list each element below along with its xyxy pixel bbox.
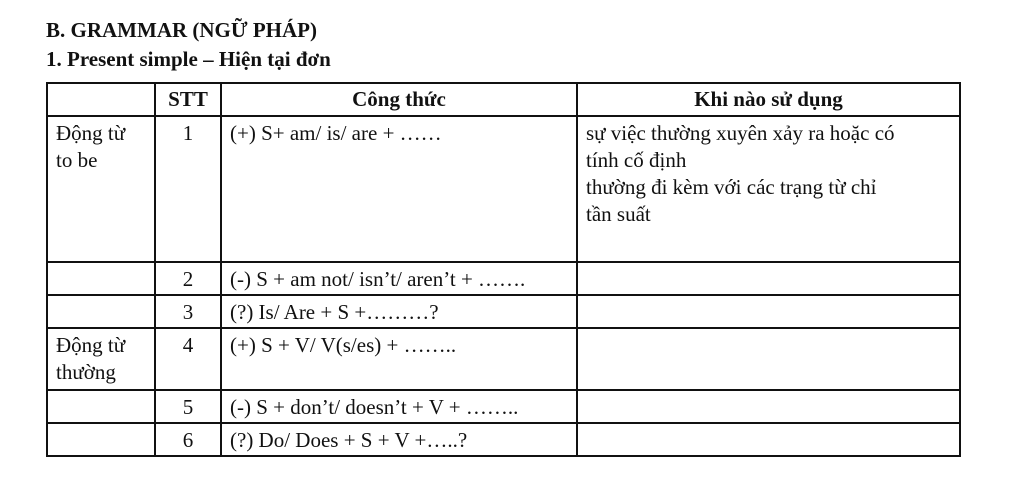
group-label: Động từ thường bbox=[56, 333, 126, 384]
table-row bbox=[47, 328, 960, 390]
usage-line: sự việc thường xuyên xảy ra hoặc có bbox=[586, 121, 895, 145]
formula-text: (+) S+ am/ is/ are + …… bbox=[230, 121, 442, 145]
stt-cell bbox=[155, 423, 221, 456]
group-cell bbox=[47, 423, 155, 456]
table-row bbox=[47, 390, 960, 423]
header-usage: Khi nào sử dụng bbox=[577, 83, 960, 116]
formula-cell bbox=[221, 390, 577, 423]
table-row bbox=[47, 423, 960, 456]
group-cell bbox=[47, 116, 155, 262]
table-row bbox=[47, 116, 960, 262]
usage-cell bbox=[577, 262, 960, 295]
usage-cell bbox=[577, 328, 960, 390]
formula-cell bbox=[221, 423, 577, 456]
formula-cell bbox=[221, 328, 577, 390]
formula-cell bbox=[221, 116, 577, 262]
stt-cell bbox=[155, 116, 221, 262]
table-row bbox=[47, 295, 960, 328]
formula-text: (?) Is/ Are + S +………? bbox=[230, 300, 439, 324]
group-label bbox=[56, 391, 146, 394]
group-label: Động từ to be bbox=[56, 121, 126, 172]
usage-line: thường đi kèm với các trạng từ chỉ bbox=[586, 175, 877, 199]
stt-value: 4 bbox=[182, 333, 194, 357]
group-cell bbox=[47, 328, 155, 390]
formula-text: (-) S + am not/ isn’t/ aren’t + ……. bbox=[230, 267, 526, 291]
group-cell bbox=[47, 390, 155, 423]
stt-value: 3 bbox=[182, 300, 194, 324]
formula-text: (-) S + don’t/ doesn’t + V + …….. bbox=[230, 395, 519, 419]
stt-value: 6 bbox=[182, 428, 194, 452]
group-label bbox=[56, 424, 146, 427]
stt-value: 2 bbox=[182, 267, 194, 291]
section-title: B. GRAMMAR (NGỮ PHÁP) bbox=[46, 18, 318, 42]
usage-line: tính cố định bbox=[586, 148, 687, 172]
group-label bbox=[56, 296, 146, 299]
usage-cell bbox=[577, 116, 960, 262]
usage-line: tần suất bbox=[586, 202, 651, 226]
usage-text bbox=[586, 117, 951, 228]
formula-text: (+) S + V/ V(s/es) + …….. bbox=[230, 333, 457, 357]
stt-cell bbox=[155, 262, 221, 295]
stt-value: 5 bbox=[182, 395, 194, 419]
stt-value: 1 bbox=[182, 121, 194, 145]
usage-cell bbox=[577, 295, 960, 328]
usage-cell bbox=[577, 390, 960, 423]
table-row bbox=[47, 262, 960, 295]
grammar-table bbox=[46, 82, 961, 457]
formula-text: (?) Do/ Does + S + V +…..? bbox=[230, 428, 468, 452]
header-stt: STT bbox=[155, 83, 221, 116]
group-cell bbox=[47, 262, 155, 295]
header-formula: Công thức bbox=[221, 83, 577, 116]
header-group bbox=[47, 83, 155, 116]
group-cell bbox=[47, 295, 155, 328]
stt-cell bbox=[155, 328, 221, 390]
stt-cell bbox=[155, 295, 221, 328]
subsection-title: 1. Present simple – Hiện tại đơn bbox=[46, 47, 331, 71]
formula-cell bbox=[221, 262, 577, 295]
stt-cell bbox=[155, 390, 221, 423]
group-label bbox=[56, 263, 146, 266]
formula-cell bbox=[221, 295, 577, 328]
table-header-row bbox=[47, 83, 960, 116]
usage-cell bbox=[577, 423, 960, 456]
